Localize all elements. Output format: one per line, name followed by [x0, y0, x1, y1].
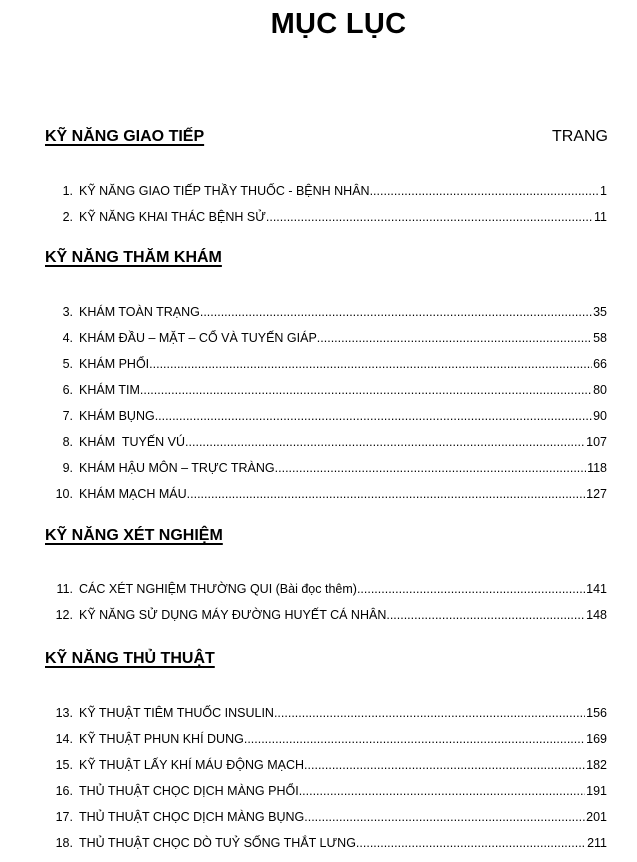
entry-page: 118 — [587, 461, 607, 475]
entry-number: 18. — [55, 836, 73, 850]
page-column-label: TRANG — [552, 128, 608, 145]
entry-title: KỸ THUẬT PHUN KHÍ DUNG — [79, 732, 244, 746]
entry-number: 15. — [55, 758, 73, 772]
entry-number: 2. — [62, 210, 73, 224]
entry-page: 90 — [593, 409, 607, 423]
entry-page: 1 — [600, 184, 607, 198]
dot-leader — [370, 184, 599, 198]
toc-list — [45, 305, 607, 513]
toc-entry[interactable] — [45, 383, 607, 409]
entry-page: 127 — [586, 487, 607, 501]
entry-number: 9. — [62, 461, 73, 475]
toc-entry[interactable] — [45, 184, 607, 210]
section-title: KỸ NĂNG GIAO TIẾP — [45, 128, 205, 145]
entry-page: 11 — [594, 210, 607, 224]
entry-title: KỸ THUẬT TIÊM THUỐC INSULIN — [79, 706, 274, 720]
section-header — [45, 650, 607, 670]
entry-number: 14. — [55, 732, 73, 746]
dot-leader — [317, 331, 592, 345]
entry-number: 4. — [62, 331, 73, 345]
section-title: KỸ NĂNG THĂM KHÁM — [45, 249, 222, 266]
dot-leader — [274, 706, 585, 720]
toc-entry[interactable] — [45, 305, 607, 331]
entry-title: KHÁM MẠCH MÁU — [79, 487, 187, 501]
toc-entry[interactable] — [45, 461, 607, 487]
entry-title: KỸ THUẬT LẤY KHÍ MÁU ĐỘNG MẠCH — [79, 758, 305, 772]
toc-entry[interactable] — [45, 357, 607, 383]
toc-list — [45, 184, 607, 236]
entry-title: KỸ NĂNG GIAO TIẾP THẦY THUỐC - BỆNH NHÂN — [79, 184, 370, 198]
entry-number: 12. — [55, 608, 73, 622]
section-title: KỸ NĂNG XÉT NGHIỆM — [45, 527, 223, 544]
entry-title: CÁC XÉT NGHIỆM THƯỜNG QUI (Bài đọc thêm) — [79, 582, 357, 596]
entry-number: 8. — [62, 435, 73, 449]
entry-page: 148 — [586, 608, 607, 622]
entry-title: KHÁM TOÀN TRẠNG — [79, 305, 200, 319]
toc-entry[interactable] — [45, 435, 607, 461]
entry-page: 58 — [593, 331, 607, 345]
toc-entry[interactable] — [45, 758, 607, 784]
dot-leader — [200, 305, 592, 319]
section-header — [45, 249, 607, 269]
dot-leader — [304, 810, 585, 824]
dot-leader — [140, 383, 592, 397]
entry-title: KHÁM BỤNG — [79, 409, 155, 423]
entry-page: 141 — [586, 582, 607, 596]
page-title: MỤC LỤC — [270, 8, 407, 40]
dot-leader — [386, 608, 585, 622]
toc-list — [45, 706, 607, 862]
toc-entry[interactable] — [45, 409, 607, 435]
toc-entry[interactable] — [45, 836, 607, 862]
entry-title: KHÁM ĐẦU – MẶT – CỔ VÀ TUYẾN GIÁP — [79, 331, 317, 345]
entry-page: 107 — [586, 435, 607, 449]
entry-number: 6. — [62, 383, 73, 397]
toc-entry[interactable] — [45, 582, 607, 608]
entry-title: KỸ NĂNG KHAI THÁC BỆNH SỬ — [79, 210, 266, 224]
toc-entry[interactable] — [45, 706, 607, 732]
entry-title: KHÁM PHỔI — [79, 357, 150, 371]
entry-title: KỸ NĂNG SỬ DỤNG MÁY ĐƯỜNG HUYẾT CÁ NHÂN — [79, 608, 387, 622]
section-title: KỸ NĂNG THỦ THUẬT — [45, 650, 215, 667]
entry-page: 201 — [586, 810, 607, 824]
toc-entry[interactable] — [45, 784, 607, 810]
entry-title: KHÁM TIM — [79, 383, 140, 397]
toc-entry[interactable] — [45, 732, 607, 758]
dot-leader — [187, 487, 585, 501]
toc-entry[interactable] — [45, 210, 607, 236]
toc-entry[interactable] — [45, 487, 607, 513]
dot-leader — [304, 758, 585, 772]
entry-title: KHÁM TUYẾN VÚ — [79, 435, 186, 449]
toc-entry[interactable] — [45, 331, 607, 357]
entry-page: 191 — [586, 784, 607, 798]
section-giao-tiep — [45, 128, 607, 236]
toc-entry[interactable] — [45, 810, 607, 836]
entry-page: 35 — [593, 305, 607, 319]
entry-page: 66 — [593, 357, 607, 371]
entry-title: THỦ THUẬT CHỌC DỊCH MÀNG BỤNG — [79, 810, 305, 824]
toc-list — [45, 582, 607, 634]
entry-number: 13. — [55, 706, 73, 720]
section-tham-kham — [45, 249, 607, 513]
dot-leader — [244, 732, 585, 746]
entry-title: THỦ THUẬT CHỌC DÒ TUỶ SỐNG THẮT LƯNG — [79, 836, 356, 850]
entry-number: 11. — [56, 582, 73, 596]
entry-number: 7. — [62, 409, 73, 423]
dot-leader — [275, 461, 586, 475]
entry-page: 211 — [587, 836, 607, 850]
dot-leader — [299, 784, 585, 798]
entry-number: 1. — [62, 184, 73, 198]
dot-leader — [356, 836, 586, 850]
entry-number: 10. — [55, 487, 73, 501]
entry-page: 156 — [586, 706, 607, 720]
entry-number: 17. — [55, 810, 73, 824]
section-thu-thuat — [45, 650, 607, 862]
entry-title: KHÁM HẬU MÔN – TRỰC TRÀNG — [79, 461, 275, 475]
entry-number: 5. — [62, 357, 73, 371]
section-xet-nghiem — [45, 527, 607, 634]
dot-leader — [155, 409, 592, 423]
entry-number: 3. — [62, 305, 73, 319]
section-header — [45, 527, 607, 547]
section-header — [45, 128, 607, 148]
entry-page: 169 — [586, 732, 607, 746]
entry-page: 80 — [593, 383, 607, 397]
dot-leader — [266, 210, 593, 224]
dot-leader — [357, 582, 585, 596]
entry-page: 182 — [586, 758, 607, 772]
toc-entry[interactable] — [45, 608, 607, 634]
entry-number: 16. — [55, 784, 73, 798]
dot-leader — [149, 357, 592, 371]
dot-leader — [185, 435, 585, 449]
entry-title: THỦ THUẬT CHỌC DỊCH MÀNG PHỔI — [79, 784, 299, 798]
